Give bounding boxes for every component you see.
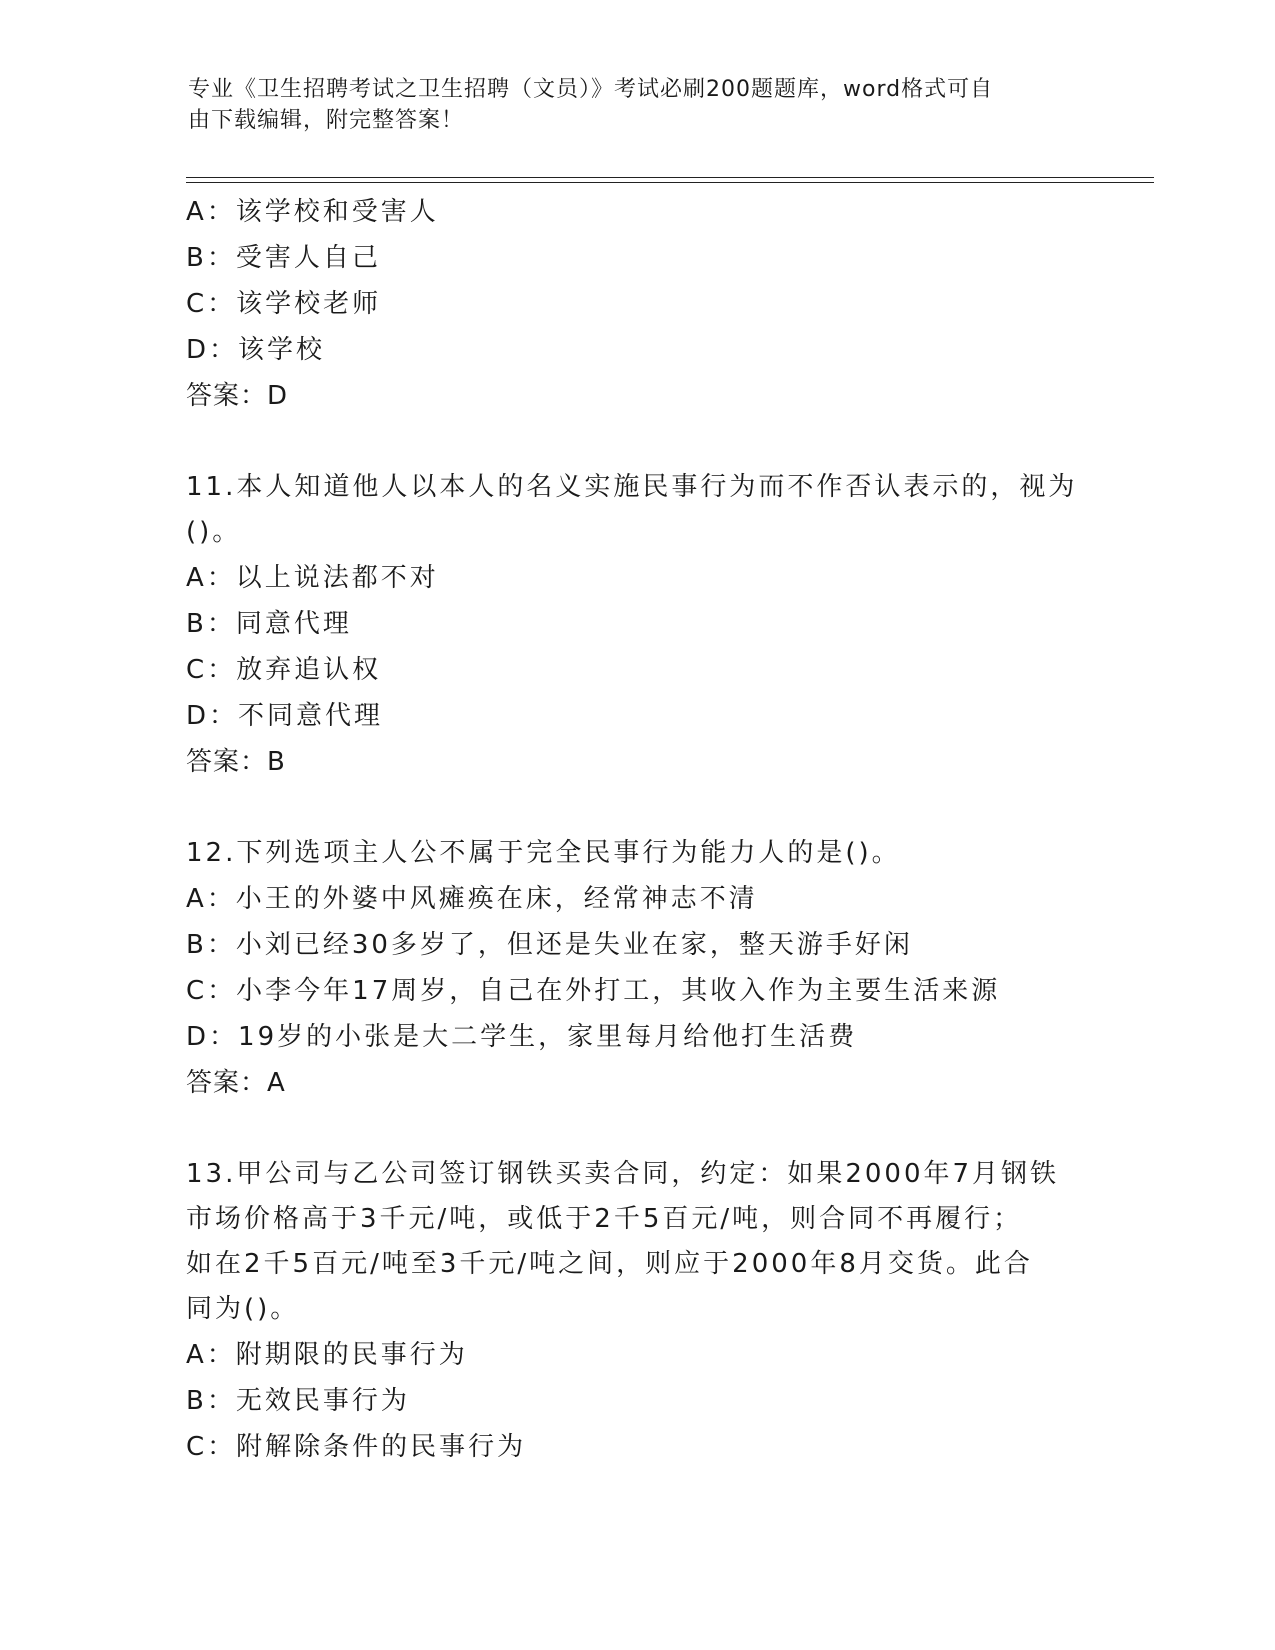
option-d: D：不同意代理 [186, 701, 384, 731]
question-stem-line: 12.下列选项主人公不属于完全民事行为能力人的是()。 [186, 838, 901, 868]
option-b: B：无效民事行为 [186, 1386, 410, 1416]
header-divider-top [186, 177, 1154, 178]
option-a: A：小王的外婆中风瘫痪在床，经常神志不清 [186, 884, 758, 914]
question-10-block [186, 189, 1086, 419]
question-stem-line: 同为()。 [186, 1294, 300, 1324]
question-12-block [186, 831, 1086, 1106]
header-line-2: 由下载编辑，附完整答案！ [188, 108, 465, 133]
question-stem-line: 11.本人知道他人以本人的名义实施民事行为而不作否认表示的，视为 [186, 472, 1078, 502]
document-header [188, 74, 1078, 136]
option-a: A：该学校和受害人 [186, 197, 439, 227]
option-c: C：小李今年17周岁，自己在外打工，其收入作为主要生活来源 [186, 976, 1001, 1006]
option-a: A：以上说法都不对 [186, 563, 439, 593]
question-13-block [186, 1152, 1086, 1470]
header-divider-bottom [186, 182, 1154, 183]
question-stem-line: 13.甲公司与乙公司签订钢铁买卖合同，约定：如果2000年7月钢铁 [186, 1159, 1060, 1189]
answer-line: 答案：B [186, 747, 286, 777]
question-stem-line: ()。 [186, 517, 242, 547]
spacer [186, 785, 1086, 831]
question-stem-line: 市场价格高于3千元/吨，或低于2千5百元/吨，则合同不再履行； [186, 1204, 1023, 1234]
option-c: C：该学校老师 [186, 289, 382, 319]
option-b: B：小刘已经30多岁了，但还是失业在家，整天游手好闲 [186, 930, 913, 960]
spacer [186, 419, 1086, 465]
question-content [186, 189, 1086, 1470]
option-b: B：受害人自己 [186, 243, 381, 273]
header-line-1: 专业《卫生招聘考试之卫生招聘（文员）》考试必刷200题题库，word格式可自 [188, 77, 994, 102]
option-d: D：19岁的小张是大二学生，家里每月给他打生活费 [186, 1022, 858, 1052]
question-11-block [186, 465, 1086, 785]
option-d: D：该学校 [186, 335, 326, 365]
option-c: C：附解除条件的民事行为 [186, 1432, 527, 1462]
spacer [186, 1106, 1086, 1152]
answer-line: 答案：A [186, 1068, 286, 1098]
answer-line: 答案：D [186, 381, 289, 411]
question-stem-line: 如在2千5百元/吨至3千元/吨之间，则应于2000年8月交货。此合 [186, 1249, 1033, 1279]
option-c: C：放弃追认权 [186, 655, 382, 685]
option-a: A：附期限的民事行为 [186, 1340, 468, 1370]
option-b: B：同意代理 [186, 609, 352, 639]
